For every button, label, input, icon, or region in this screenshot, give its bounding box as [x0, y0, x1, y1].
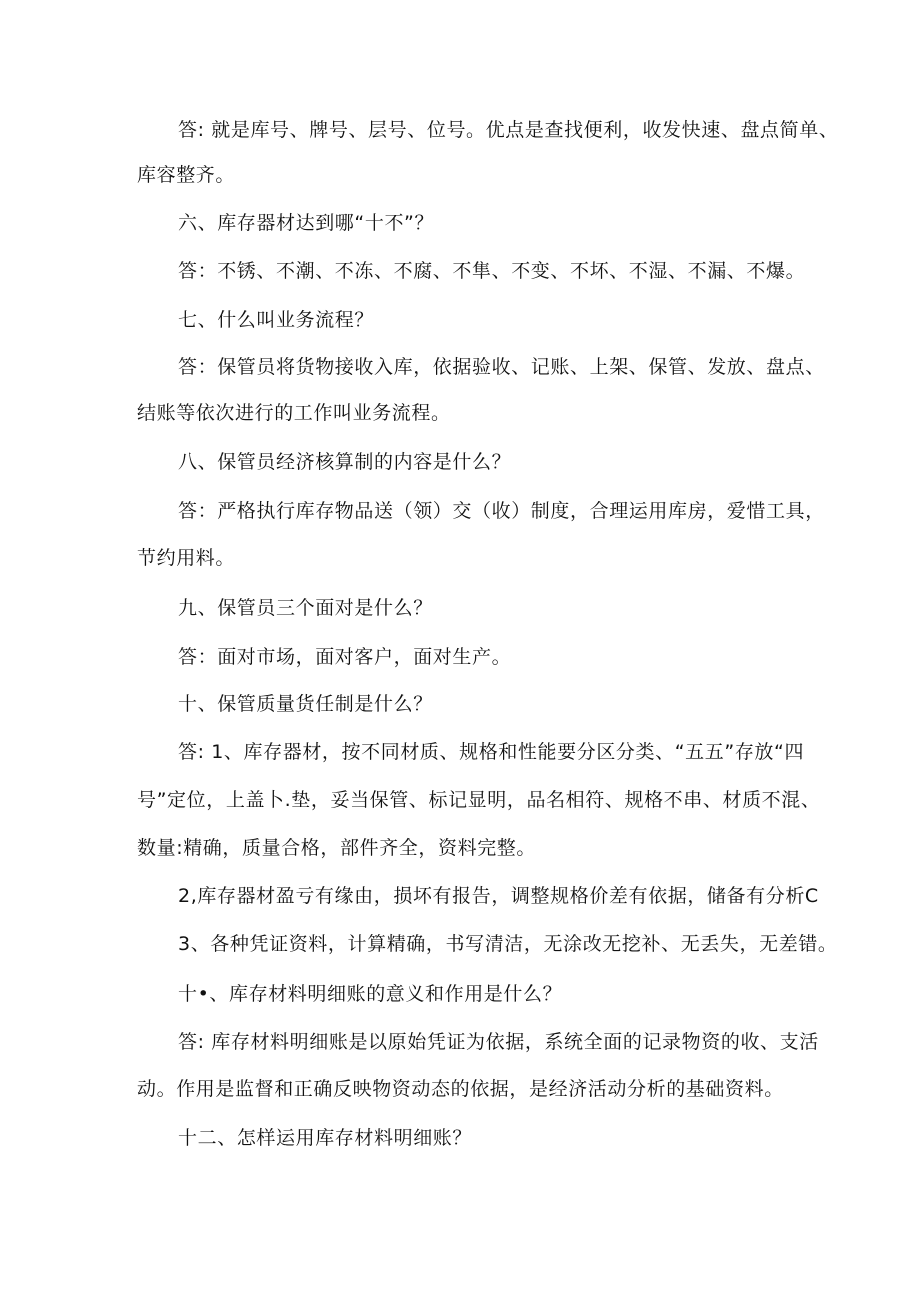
- answer-10-line-2: 号”定位，上盖卜.垫，妥当保管、标记显明，品名相符、规格不串、材质不混、: [137, 789, 821, 811]
- answer-6: 答：不锈、不潮、不冻、不腐、不隼、不变、不坏、不湿、不漏、不爆。: [178, 260, 806, 282]
- answer-9: 答：面对市场，面对客户，面对生产。: [178, 646, 512, 668]
- answer-8-line-1: 答：严格执行库存物品送（领）交（收）制度，合理运用库房，爱惜工具，: [178, 500, 825, 522]
- answer-5-line-1: 答: 就是库号、牌号、层号、位号。优点是查找便利，收发快速、盘点简单、: [178, 119, 839, 141]
- answer-7-line-2: 结账等依次进行的工作叫业务流程。: [137, 402, 451, 424]
- answer-10-item-3: 3、各种凭证资料，计算精确，书写清洁，无涂改无挖补、无丢失，无差错。: [178, 933, 838, 955]
- question-9: 九、保管员三个面对是什么？: [178, 597, 433, 619]
- question-8: 八、保管员经济核算制的内容是什么？: [178, 451, 512, 473]
- answer-10-item-2: 2,库存器材盈亏有缘由，损坏有报告，调整规格价差有依据，储备有分析C: [178, 885, 819, 907]
- answer-8-line-2: 节约用料。: [137, 547, 236, 569]
- answer-10-line-1: 答: 1、库存器材，按不同材质、规格和性能要分区分类、“五五”存放“四: [178, 741, 805, 763]
- answer-11-line-2: 动。作用是监督和正确反映物资动态的依据，是经济活动分析的基础资料。: [137, 1078, 784, 1100]
- answer-5-line-2: 库容整齐。: [137, 164, 236, 186]
- question-11: 十•、库存材料明细账的意义和作用是什么？: [178, 983, 563, 1005]
- question-10: 十、保管质量货任制是什么？: [178, 693, 433, 715]
- answer-10-line-3: 数量:精确，质量合格，部件齐全，资料完整。: [137, 837, 537, 859]
- question-12: 十二、怎样运用库存材料明细账？: [178, 1127, 473, 1149]
- question-7: 七、什么叫业务流程？: [178, 309, 375, 331]
- answer-11-line-1: 答: 库存材料明细账是以原始凭证为依据，系统全面的记录物资的收、支活: [178, 1031, 819, 1053]
- answer-7-line-1: 答：保管员将货物接收入库，依据验收、记账、上架、保管、发放、盘点、: [178, 356, 825, 378]
- question-6: 六、库存器材达到哪“十不”？: [178, 212, 435, 234]
